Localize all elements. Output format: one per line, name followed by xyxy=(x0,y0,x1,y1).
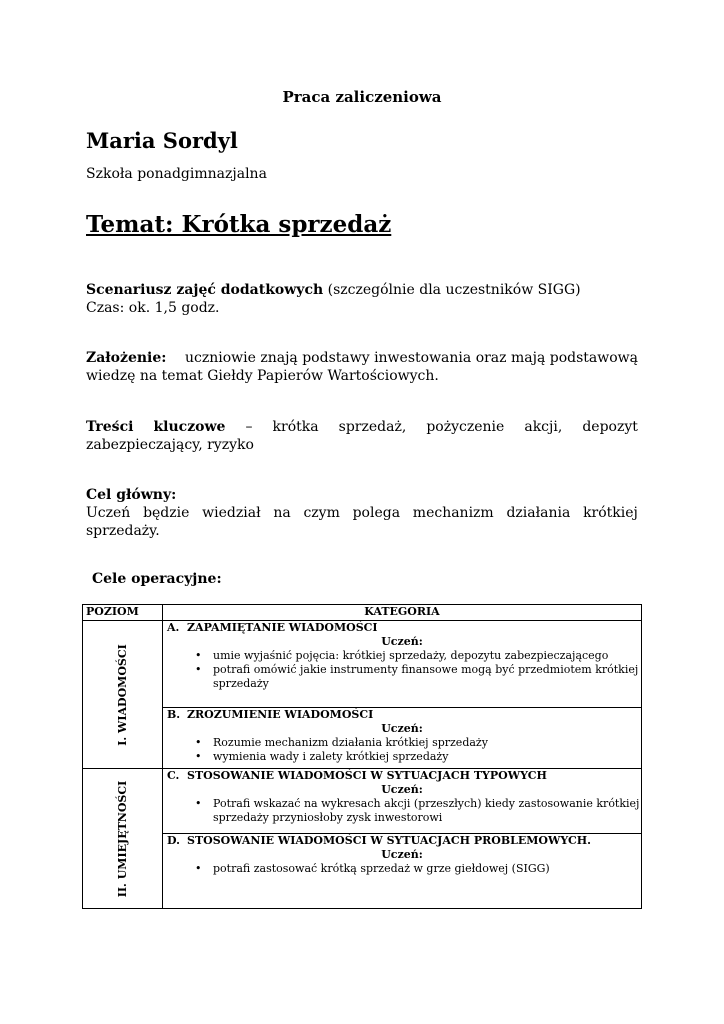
outcome-list xyxy=(163,736,641,764)
main-goal-line-2: sprzedaży. xyxy=(86,523,160,539)
main-goal-label: Cel główny: xyxy=(86,487,177,503)
key-contents-paragraph xyxy=(86,418,638,454)
assumption-label: Założenie: xyxy=(86,350,167,366)
main-goal-paragraph xyxy=(86,486,638,540)
operational-goals-heading: Cele operacyjne: xyxy=(92,571,222,587)
level-label: II. UMIEJĘTNOŚCI xyxy=(115,780,129,897)
list-item: • wymienia wady i zalety krótkiej sprzedaży xyxy=(213,750,641,764)
main-goal-word: czym xyxy=(303,505,340,521)
category-title: D. STOSOWANIE WIADOMOŚCI W SYTUACJACH PROBLEMOWYCH. xyxy=(167,834,592,847)
key-contents-word: pożyczenie xyxy=(426,419,505,435)
list-item: • potrafi omówić jakie instrumenty finansowe mogą być przedmiotem krótkiej sprzedaży xyxy=(213,663,641,691)
key-contents-word: sprzedaż, xyxy=(338,419,407,435)
main-goal-word: mechanizm xyxy=(412,505,494,521)
operational-goals-table xyxy=(82,604,642,909)
level-label: I. WIADOMOŚCI xyxy=(115,643,129,746)
author-name: Maria Sordyl xyxy=(86,128,238,153)
column-header-category: KATEGORIA xyxy=(163,605,642,621)
main-goal-line-1 xyxy=(86,504,638,522)
key-contents-word: akcji, xyxy=(524,419,563,435)
key-contents-label-1: Treści xyxy=(86,419,134,435)
key-contents-word: depozyt xyxy=(582,419,638,435)
category-cell xyxy=(163,834,642,909)
scenario-paragraph xyxy=(86,281,638,317)
list-item: • Rozumie mechanizm działania krótkiej sprzedaży xyxy=(213,736,641,750)
key-contents-word: krótka xyxy=(272,419,319,435)
category-title: C. STOSOWANIE WIADOMOŚCI W SYTUACJACH TYPOWYCH xyxy=(167,769,547,782)
outcome-list xyxy=(163,862,641,876)
key-contents-line-1 xyxy=(86,418,638,436)
key-contents-label-2: kluczowe xyxy=(153,419,226,435)
main-goal-word: na xyxy=(273,505,291,521)
main-goal-word: polega xyxy=(352,505,401,521)
level-cell xyxy=(83,621,163,769)
scenario-note: (szczególnie dla uczestników SIGG) xyxy=(327,282,581,298)
student-label: Uczeń: xyxy=(381,635,423,648)
school-type: Szkoła ponadgimnazjalna xyxy=(86,166,267,182)
assumption-text-1: uczniowie znają podstawy inwestowania oraz mają podstawową xyxy=(184,350,638,366)
category-title: A. ZAPAMIĘTANIE WIADOMOŚCI xyxy=(167,621,378,634)
main-goal-word: działania xyxy=(506,505,571,521)
student-label: Uczeń: xyxy=(381,722,423,735)
main-goal-word: wiedział xyxy=(202,505,261,521)
scenario-label: Scenariusz zajęć dodatkowych xyxy=(86,282,324,298)
category-title: B. ZROZUMIENIE WIADOMOŚCI xyxy=(167,708,374,721)
category-cell xyxy=(163,621,642,708)
table-row xyxy=(83,769,642,834)
scenario-time: Czas: ok. 1,5 godz. xyxy=(86,300,220,316)
assumption-paragraph xyxy=(86,349,638,385)
list-item: • Potrafi wskazać na wykresach akcji (przeszłych) kiedy zastosowanie krótkiej sprzedaży przyniosłoby zysk inwestorowi xyxy=(213,797,641,825)
outcome-list xyxy=(163,649,641,691)
category-cell xyxy=(163,769,642,834)
level-cell xyxy=(83,769,163,909)
student-label: Uczeń: xyxy=(381,848,423,861)
column-header-level: POZIOM xyxy=(83,605,163,621)
outcome-list xyxy=(163,797,641,825)
table-row xyxy=(83,834,642,909)
main-goal-word: krótkiej xyxy=(583,505,638,521)
main-goal-word: będzie xyxy=(143,505,190,521)
category-cell xyxy=(163,708,642,769)
table-row xyxy=(83,621,642,708)
student-label: Uczeń: xyxy=(381,783,423,796)
main-goal-word: Uczeń xyxy=(86,505,131,521)
key-contents-word: – xyxy=(245,419,253,435)
assumption-text-2: wiedzę na temat Giełdy Papierów Wartościowych. xyxy=(86,368,439,384)
table-header-row xyxy=(83,605,642,621)
list-item: • potrafi zastosować krótką sprzedaż w grze giełdowej (SIGG) xyxy=(213,862,641,876)
key-contents-line-2: zabezpieczający, ryzyko xyxy=(86,437,254,453)
table-row xyxy=(83,708,642,769)
assumption-line-1 xyxy=(86,349,638,367)
list-item: • umie wyjaśnić pojęcia: krótkiej sprzedaży, depozytu zabezpieczającego xyxy=(213,649,641,663)
document-title: Praca zaliczeniowa xyxy=(282,88,442,106)
topic-heading: Temat: Krótka sprzedaż xyxy=(86,211,392,238)
